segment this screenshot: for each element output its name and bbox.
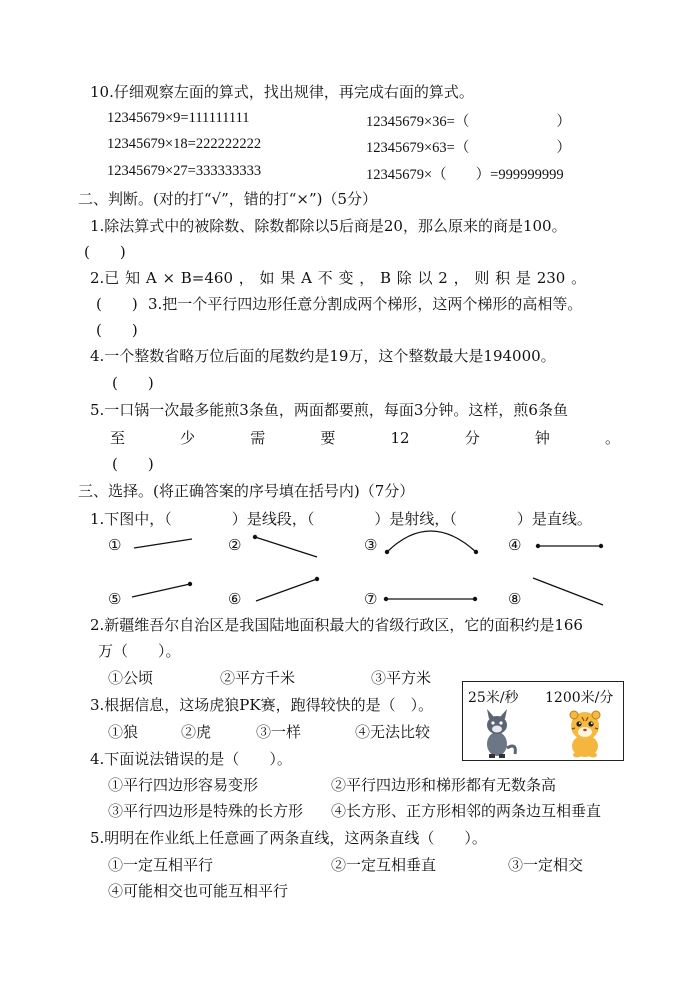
figure-1-line xyxy=(134,539,192,548)
q10-right-1[interactable]: 12345679×36=（ ） xyxy=(366,114,571,130)
choice-q2-line2[interactable]: 万（ ）。 xyxy=(98,642,181,660)
choice-q2-option-1[interactable]: ①公顷 xyxy=(108,669,154,687)
section-3-title: 三、选择。(将正确答案的序号填在括号内)（7分） xyxy=(78,482,415,500)
judge-q1: 1.除法算式中的被除数、除数都除以5后商是20，那么原来的商是100。 xyxy=(90,217,567,235)
animal-illustrations xyxy=(463,682,623,760)
figure-6-ray xyxy=(256,579,317,601)
figure-8-line xyxy=(533,578,603,605)
judge-q5-word: 12 xyxy=(390,429,410,447)
figure-label-7: ⑦ xyxy=(364,590,378,608)
choice-q2-option-3[interactable]: ③平方米 xyxy=(371,669,432,687)
choice-q5-option-3[interactable]: ③一定相交 xyxy=(508,856,584,874)
judge-q5-word: 少 xyxy=(180,429,196,447)
tiger-icon xyxy=(570,711,600,758)
choice-q5-option-1[interactable]: ①一定互相平行 xyxy=(108,856,214,874)
choice-q4-option-1[interactable]: ①平行四边形容易变形 xyxy=(108,776,259,794)
judge-q5-word: 要 xyxy=(320,429,336,447)
figure-label-8: ⑧ xyxy=(508,590,522,608)
q10-left-2: 12345679×18=222222222 xyxy=(107,136,262,152)
judge-q5: 5.一口锅一次最多能煎3条鱼，两面都要煎，每面3分钟。这样，煎6条鱼 xyxy=(90,401,568,419)
figure-7-endpoint-a xyxy=(384,597,388,601)
wolf-icon xyxy=(487,709,515,758)
choice-q2-option-2[interactable]: ②平方千米 xyxy=(220,669,296,687)
choice-q3-option-4[interactable]: ④无法比较 xyxy=(355,723,431,741)
q10-left-3: 12345679×27=333333333 xyxy=(107,163,262,179)
choice-q1: 1.下图中，（ ）是线段，（ ）是射线，（ ）是直线。 xyxy=(90,510,592,528)
choice-q3-option-3[interactable]: ③一样 xyxy=(256,723,302,741)
judge-q5-answer[interactable]: ( ) xyxy=(112,455,154,473)
choice-q4: 4.下面说法错误的是（ ）。 xyxy=(90,750,292,768)
choice-q5: 5.明明在作业纸上任意画了两条直线，这两条直线（ ）。 xyxy=(90,829,487,847)
figure-label-1: ① xyxy=(108,536,122,554)
figure-3-endpoint-b xyxy=(474,550,478,554)
figure-label-4: ④ xyxy=(508,536,522,554)
choice-q5-option-2[interactable]: ②一定互相垂直 xyxy=(331,856,437,874)
choice-q4-option-2[interactable]: ②平行四边形和梯形都有无数条高 xyxy=(331,776,557,794)
race-info-box xyxy=(462,681,624,761)
q10-title: 10.仔细观察左面的算式，找出规律，再完成右面的算式。 xyxy=(90,83,474,101)
choice-q4-option-3[interactable]: ③平行四边形是特殊的长方形 xyxy=(108,802,304,820)
section-2-title: 二、判断。(对的打“√”，错的打“×”)（5分） xyxy=(78,190,378,208)
figure-label-5: ⑤ xyxy=(108,590,122,608)
q10-right-2[interactable]: 12345679×63=（ ） xyxy=(366,140,571,156)
figure-label-6: ⑥ xyxy=(228,590,242,608)
q10-right-3[interactable]: 12345679×（ ）=999999999 xyxy=(366,167,564,183)
q10-left-1: 12345679×9=111111111 xyxy=(107,110,250,126)
judge-q5-word: 。 xyxy=(604,429,620,447)
tiger-speed: 1200米/分 xyxy=(545,690,614,706)
figure-label-3: ③ xyxy=(364,536,378,554)
wolf-speed: 25米/秒 xyxy=(468,690,519,706)
judge-q1-answer[interactable]: ( ) xyxy=(84,243,126,261)
figure-4-endpoint-b xyxy=(599,544,603,548)
judge-q5-word: 钟 xyxy=(534,429,550,447)
choice-q5-option-4[interactable]: ④可能相交也可能互相平行 xyxy=(108,882,289,900)
judge-q2-answer[interactable]: ( ) xyxy=(96,295,138,313)
figure-6-endpoint xyxy=(315,577,319,581)
judge-q2: 2.已 知 A × B=460 ， 如 果 A 不 变 ， B 除 以 2 ， 则 积 是 230 。 xyxy=(90,269,587,287)
figure-2-ray xyxy=(255,537,317,557)
figure-5-endpoint xyxy=(188,582,192,586)
choice-q3-option-1[interactable]: ①狼 xyxy=(108,723,139,741)
judge-q5-word: 至 xyxy=(110,429,126,447)
figure-4-endpoint-a xyxy=(536,544,540,548)
judge-q3-answer[interactable]: ( ) xyxy=(96,321,138,339)
choice-q2-line1: 2.新疆维吾尔自治区是我国陆地面积最大的省级行政区，它的面积约是166 xyxy=(90,616,583,634)
figure-3-endpoint-a xyxy=(385,550,389,554)
judge-q4-answer[interactable]: ( ) xyxy=(112,374,154,392)
figure-label-2: ② xyxy=(228,536,242,554)
figure-3-curve xyxy=(387,531,476,552)
choice-q4-option-4[interactable]: ④长方形、正方形相邻的两条边互相垂直 xyxy=(331,802,602,820)
judge-q4: 4.一个整数省略万位后面的尾数约是19万，这个整数最大是194000。 xyxy=(90,347,556,365)
figure-7-endpoint-b xyxy=(473,597,477,601)
judge-q5-word: 需 xyxy=(250,429,266,447)
judge-q3: 3.把一个平行四边形任意分割成两个梯形，这两个梯形的高相等。 xyxy=(148,295,583,313)
figure-2-endpoint xyxy=(253,535,257,539)
figure-5-ray xyxy=(132,584,190,597)
choice-q3: 3.根据信息，这场虎狼PK赛，跑得较快的是（ ）。 xyxy=(90,696,434,714)
judge-q5-word: 分 xyxy=(464,429,480,447)
choice-q3-option-2[interactable]: ②虎 xyxy=(181,723,212,741)
